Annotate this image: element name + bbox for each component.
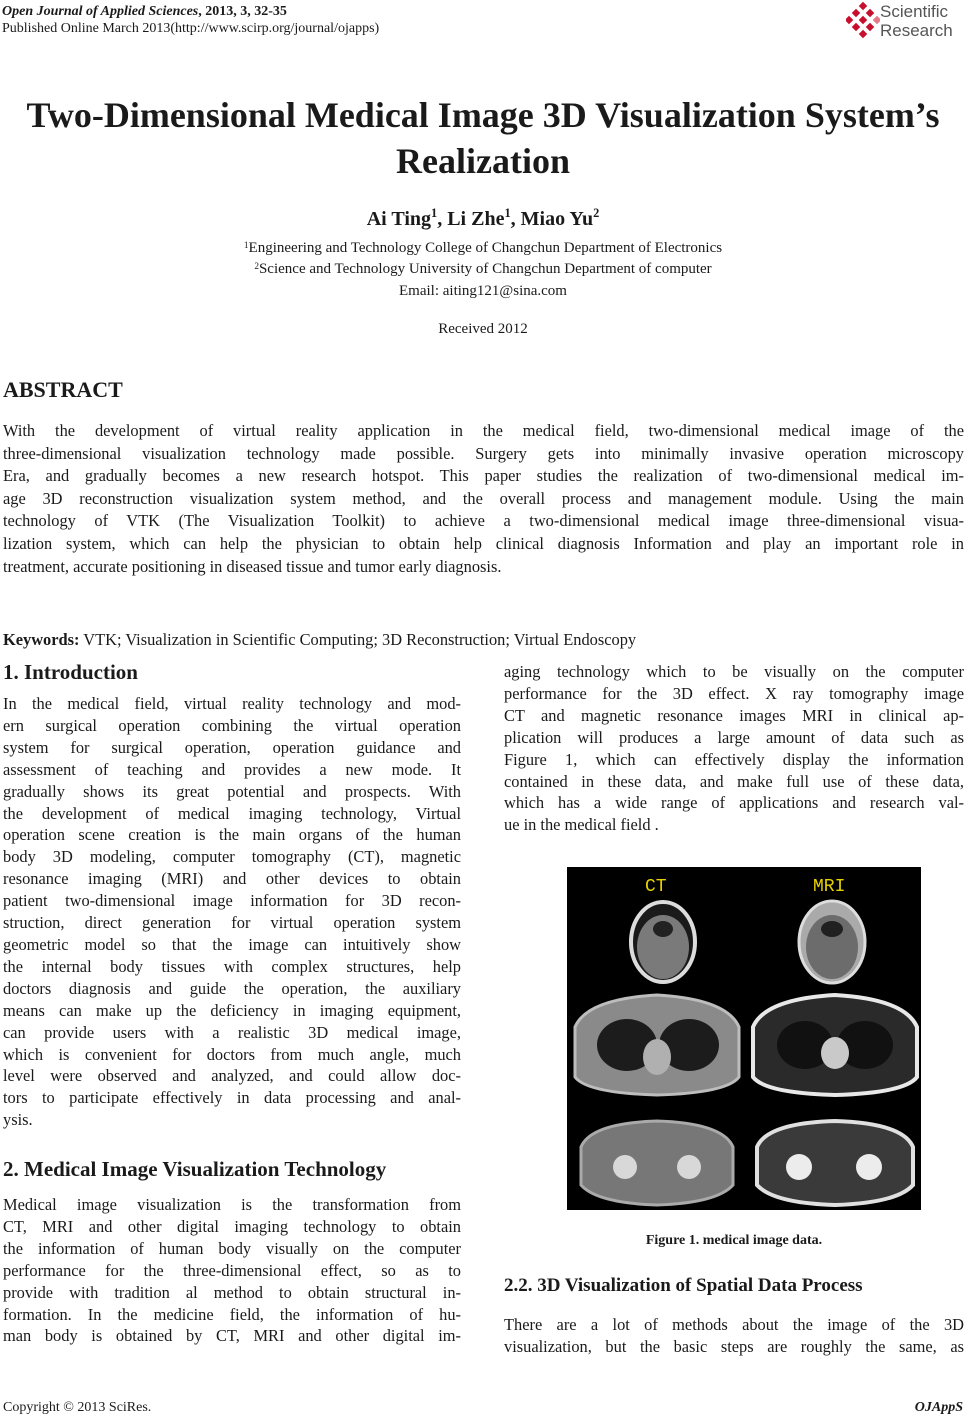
- text-line: lization system, which can help the physician to obtain help clinical diagnosis Information and play an important role in: [3, 533, 964, 553]
- text-line: CT and magnetic resonance images MRI in clinical ap-: [504, 705, 964, 725]
- text-line: plication will produces a large amount of data such as: [504, 727, 964, 747]
- text-line: can provide users with a realistic 3D medical image,: [3, 1022, 461, 1042]
- author-list: Ai Ting$^1$, Li Zhe$^1$, Miao Yu$^2$: [366, 206, 600, 230]
- text-line: With the development of virtual reality application in the medical field, two-dimensional medical image of the: [3, 421, 964, 440]
- text-line: the development of medical imaging technology, Virtual: [3, 803, 461, 823]
- label-mri: MRI: [813, 877, 846, 897]
- text-line: treatment, accurate positioning in diseased tissue and tumor early diagnosis.: [3, 556, 502, 576]
- text-line: body 3D modeling, computer tomography (CT), magnetic: [3, 847, 461, 867]
- text-line: man body is obtained by CT, MRI and other digital im-: [3, 1326, 461, 1346]
- published-line: Published Online March 2013(http://www.scirp.org/journal/ojapps): [2, 21, 380, 36]
- text-line: ue in the medical field .: [504, 815, 659, 835]
- text-line: geometric model so that the image can intuitively show: [3, 934, 461, 954]
- logo-text: Scientific Research: [880, 2, 953, 40]
- affiliation-2: $^2$Science and Technology University of Changchun Department of computer: [254, 261, 712, 277]
- figure-1-image: [567, 867, 921, 1210]
- journal-header: [2, 3, 379, 37]
- text-line: contained in these data, and make full use of these data,: [504, 771, 964, 791]
- text-line: level were observed and analyzed, and could allow doc-: [3, 1066, 461, 1086]
- paper-title: Two-Dimensional Medical Image 3D Visualization System’s Realization: [26, 95, 940, 181]
- figure-1-caption: Figure 1. medical image data.: [645, 1233, 823, 1248]
- text-line: the internal body tissues with complex structures, help: [3, 956, 461, 976]
- text-line: tors to participate effectively in data processing and anal-: [3, 1088, 461, 1108]
- section-2-2-body: [504, 1314, 964, 1358]
- abstract-body: [3, 420, 964, 578]
- text-line: patient two-dimensional image information for 3D recon-: [3, 891, 461, 911]
- ct-mri-scans-image: [567, 867, 921, 1210]
- keywords: Keywords: VTK; Visualization in Scientific Computing; 3D Reconstruction; Virtual Endoscopy: [3, 630, 637, 649]
- text-line: struction, direct generation for virtual operation system: [3, 913, 461, 933]
- section-2-2-heading: 2.2. 3D Visualization of Spatial Data Process: [504, 1275, 863, 1296]
- text-line: system for surgical operation, operation guidance and: [3, 737, 461, 757]
- text-line: Medical image visualization is the transformation from: [3, 1195, 461, 1214]
- text-line: age 3D reconstruction visualization system method, and the overall process and management module. Using the main: [3, 488, 964, 508]
- author-email: Email: aiting121@sina.com: [399, 283, 567, 299]
- text-line: means can make up the deficiency in imaging equipment,: [3, 1000, 461, 1020]
- section-1-body: [3, 693, 461, 1131]
- right-column-body: [504, 661, 964, 836]
- journal-title: Open Journal of Applied Sciences: [2, 4, 199, 19]
- label-ct: CT: [645, 877, 667, 897]
- text-line: Figure 1, which can effectively display the information: [504, 749, 964, 769]
- text-line: There are a lot of methods about the image of the 3D: [504, 1315, 964, 1334]
- received-date: Received 2012: [438, 321, 528, 337]
- text-line: operation scene creation is the main organs of the human: [3, 825, 461, 845]
- journal-abbreviation: OJAppS: [914, 1400, 963, 1415]
- text-line: Era, and gradually becomes a new research hotspot. This paper studies the realization of two-dimensional medical im-: [3, 466, 964, 486]
- text-line: formation. In the medicine field, the information of hu-: [3, 1304, 461, 1324]
- text-line: three-dimensional visualization technology made possible. Surgery gets into minimally invasive operation microscopy: [3, 443, 964, 463]
- section-1-heading: 1. Introduction: [3, 660, 138, 684]
- text-line: ern surgical operation combining the virtual operation: [3, 715, 461, 735]
- section-2-heading: 2. Medical Image Visualization Technology: [3, 1157, 387, 1181]
- copyright: Copyright © 2013 SciRes.: [3, 1400, 152, 1415]
- text-line: which has a wide range of applications and research val-: [504, 793, 964, 813]
- journal-volume: , 2013, 3, 32-35: [198, 4, 287, 19]
- text-line: doctors diagnosis and guide the operation, the auxiliary: [3, 978, 461, 998]
- text-line: performance for the three-dimensional effect, so as to: [3, 1260, 461, 1280]
- text-line: ysis.: [3, 1110, 33, 1130]
- logo-mark-icon: [846, 2, 880, 42]
- section-2-body: [3, 1194, 461, 1347]
- text-line: the information of human body visually on the computer: [3, 1238, 461, 1258]
- text-line: assessment of teaching and provides a new mode. It: [3, 759, 461, 779]
- abstract-heading: ABSTRACT: [3, 377, 123, 402]
- text-line: performance for the 3D effect. X ray tomography image: [504, 683, 964, 703]
- text-line: In the medical field, virtual reality technology and mod-: [3, 694, 461, 713]
- text-line: visualization, but the basic steps are roughly the same, as: [504, 1336, 964, 1356]
- text-line: CT, MRI and other digital imaging technology to obtain: [3, 1216, 461, 1236]
- text-line: which is convenient for doctors from much angle, much: [3, 1044, 461, 1064]
- text-line: provide with tradition al method to obtain structural in-: [3, 1282, 461, 1302]
- affiliation-1: $^1$Engineering and Technology College of Changchun Department of Electronics: [243, 240, 723, 256]
- text-line: technology of VTK (The Visualization Toolkit) to achieve a two-dimensional medical image three-dimensional visua-: [3, 511, 964, 531]
- text-line: resonance imaging (MRI) and other devices to obtain: [3, 869, 461, 889]
- text-line: gradually shows its great potential and prospects. With: [3, 781, 461, 801]
- publisher-logo: [846, 0, 966, 44]
- text-line: aging technology which to be visually on the computer: [504, 662, 964, 681]
